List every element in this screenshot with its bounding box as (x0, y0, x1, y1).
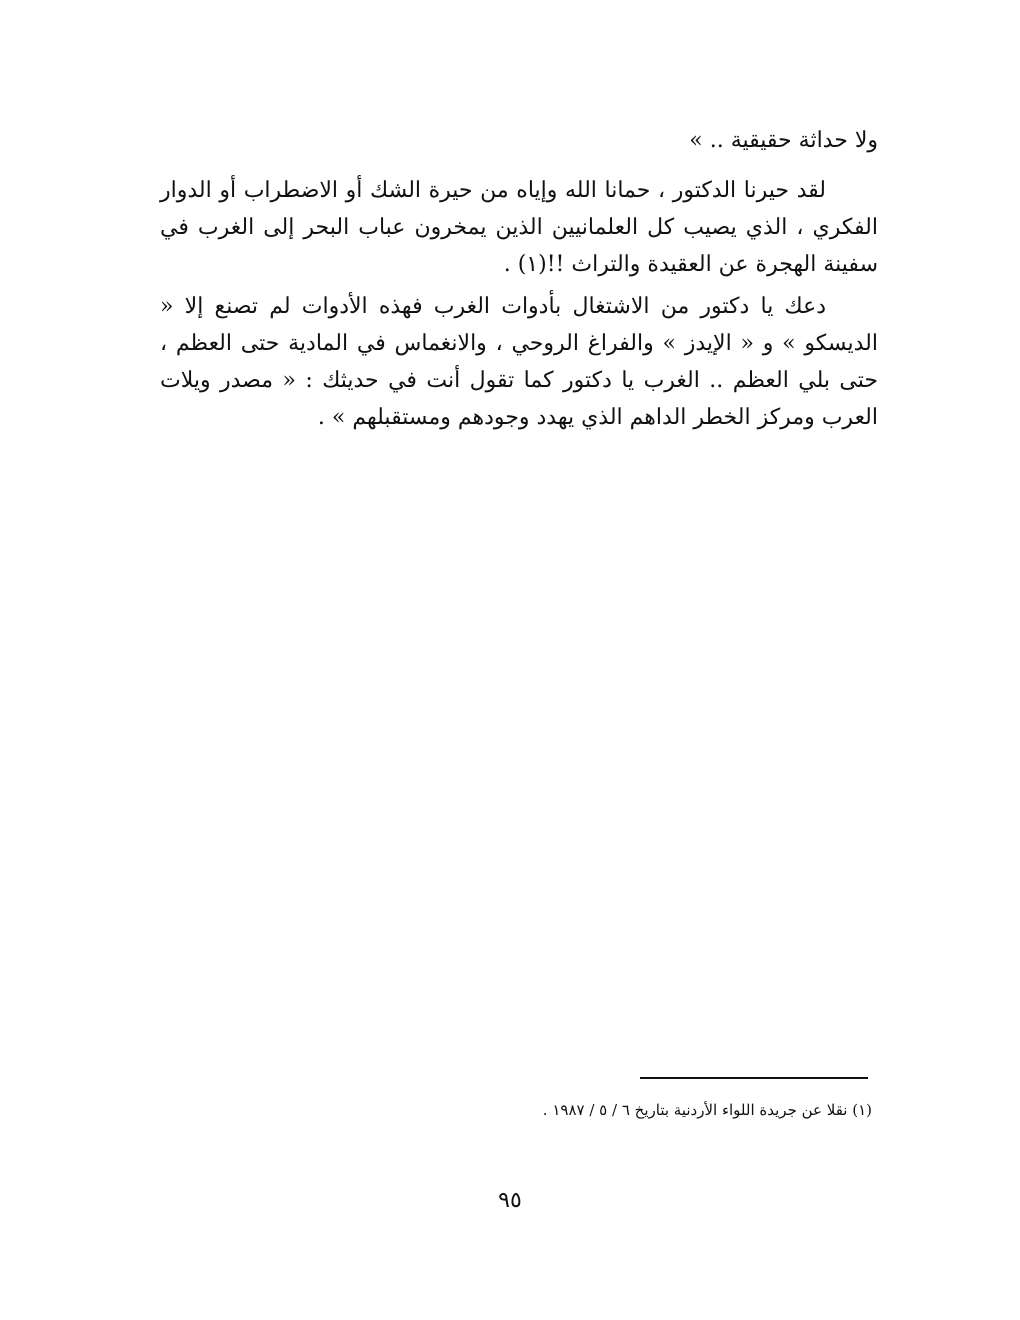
footnote-separator (640, 1077, 868, 1079)
page-number: ٩٥ (498, 1188, 522, 1213)
paragraph-2: دعك يا دكتور من الاشتغال بأدوات الغرب فهذه الأدوات لم تصنع إلا « الديسكو » و « الإيدز » والفراغ الروحي ، والانغماس في المادية حتى العظم ، حتى بلي العظم .. الغرب يا دكتور كما تقول أنت في حديثك : « مصدر ويلات العرب ومركز الخطر الداهم الذي يهدد وجودهم ومستقبلهم » . (160, 294, 878, 430)
footnote: (١) نقلا عن جريدة اللواء الأردنية بتاريخ ٦ / ٥ / ١٩٨٧ . (542, 1101, 872, 1119)
paragraph-1: لقد حيرنا الدكتور ، حمانا الله وإياه من حيرة الشك أو الاضطراب أو الدوار الفكري ، الذي يصيب كل العلمانيين الذين يمخرون عباب البحر إلى الغرب في سفينة الهجرة عن العقيدة والتراث !!(١) . (160, 178, 878, 277)
closing-quote-line: ولا حداثة حقيقية .. » (689, 128, 878, 153)
